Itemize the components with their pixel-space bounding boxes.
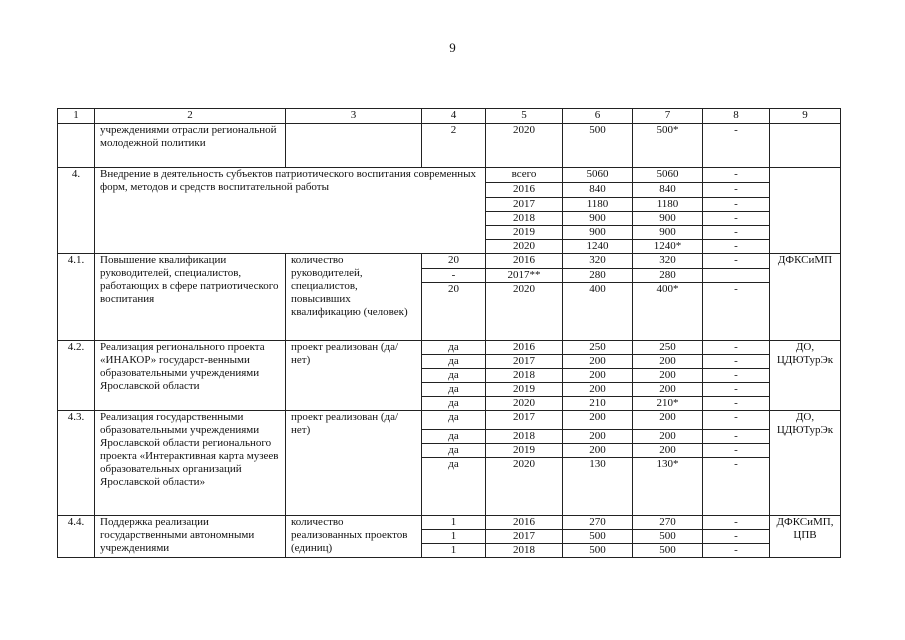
executor [770,168,841,254]
year: 2017** [486,269,563,283]
amount-budget: 200 [633,444,703,458]
column-number: 6 [563,109,633,124]
executor: ДФКСиМП, ЦПВ [770,516,841,558]
target-value: да [422,341,486,355]
target-value: да [422,383,486,397]
year: 2016 [486,341,563,355]
amount-total: 5060 [563,168,633,183]
target-value: 1 [422,544,486,558]
amount-budget: 270 [633,516,703,530]
target-value: да [422,397,486,411]
program-table [57,108,841,558]
amount-other: - [703,355,770,369]
amount-total: 500 [563,544,633,558]
target-value: 2 [422,124,486,168]
target-value: 20 [422,283,486,341]
item-name: Поддержка реализации государственными автономными учреждениями [95,516,286,558]
amount-other: - [703,240,770,254]
target-value: да [422,369,486,383]
year: 2019 [486,383,563,397]
amount-other: - [703,341,770,355]
target-value: да [422,458,486,516]
amount-total: 1180 [563,198,633,212]
column-number: 2 [95,109,286,124]
amount-total: 250 [563,341,633,355]
amount-other: - [703,183,770,198]
amount-other: - [703,516,770,530]
table-row [58,341,841,355]
amount-budget: 250 [633,341,703,355]
amount-other: - [703,226,770,240]
year: 2018 [486,212,563,226]
item-name: Реализация регионального проекта «ИНАКОР» государст-венными образовательными учреждениями Ярославской области [95,341,286,411]
amount-budget: 200 [633,430,703,444]
year: 2020 [486,124,563,168]
page-number: 9 [449,40,456,55]
item-number [58,124,95,168]
amount-total: 270 [563,516,633,530]
amount-budget: 500* [633,124,703,168]
amount-total: 200 [563,355,633,369]
table-row [58,254,841,269]
amount-other: - [703,544,770,558]
target-value: да [422,430,486,444]
item-name: Повышение квалификации руководителей, специалистов, работающих в сфере патриотического воспитания [95,254,286,341]
amount-total: 900 [563,212,633,226]
column-number: 5 [486,109,563,124]
target-value: 1 [422,516,486,530]
amount-other: - [703,397,770,411]
amount-other: - [703,254,770,269]
amount-other [703,269,770,283]
target-value: да [422,355,486,369]
indicator: проект реализован (да/нет) [286,411,422,516]
amount-total: 210 [563,397,633,411]
column-number: 4 [422,109,486,124]
amount-budget: 280 [633,269,703,283]
table-row [58,124,841,168]
table-row [58,411,841,430]
amount-budget: 840 [633,183,703,198]
item-number: 4.2. [58,341,95,411]
indicator: количество реализованных проектов (единиц) [286,516,422,558]
amount-budget: 400* [633,283,703,341]
item-number: 4.3. [58,411,95,516]
year: 2018 [486,369,563,383]
item-number: 4. [58,168,95,254]
amount-budget: 900 [633,226,703,240]
year: 2016 [486,183,563,198]
amount-other: - [703,383,770,397]
amount-other: - [703,430,770,444]
amount-budget: 200 [633,369,703,383]
table-row [58,516,841,530]
amount-budget: 1240* [633,240,703,254]
amount-total: 840 [563,183,633,198]
year: 2019 [486,226,563,240]
column-number: 3 [286,109,422,124]
amount-total: 280 [563,269,633,283]
amount-other: - [703,530,770,544]
amount-budget: 5060 [633,168,703,183]
amount-total: 500 [563,530,633,544]
amount-total: 200 [563,369,633,383]
column-number-row [58,109,841,124]
year: 2020 [486,240,563,254]
target-value: 1 [422,530,486,544]
indicator: количество руководителей, специалистов, повысивших квалификацию (человек) [286,254,422,341]
amount-budget: 500 [633,544,703,558]
amount-budget: 200 [633,411,703,430]
indicator: проект реализован (да/нет) [286,341,422,411]
year: 2018 [486,544,563,558]
year: 2020 [486,283,563,341]
indicator [286,124,422,168]
amount-total: 130 [563,458,633,516]
amount-other: - [703,124,770,168]
year: 2016 [486,254,563,269]
amount-other: - [703,369,770,383]
executor: ДО, ЦДЮТурЭк [770,341,841,411]
amount-budget: 900 [633,212,703,226]
year: 2018 [486,430,563,444]
amount-other: - [703,198,770,212]
target-value: - [422,269,486,283]
amount-budget: 500 [633,530,703,544]
executor [770,124,841,168]
target-value: да [422,444,486,458]
amount-total: 200 [563,383,633,397]
column-number: 8 [703,109,770,124]
year: 2017 [486,411,563,430]
year: 2020 [486,397,563,411]
year: всего [486,168,563,183]
amount-budget: 1180 [633,198,703,212]
amount-total: 320 [563,254,633,269]
amount-total: 200 [563,430,633,444]
amount-total: 200 [563,444,633,458]
amount-total: 1240 [563,240,633,254]
column-number: 9 [770,109,841,124]
amount-other: - [703,458,770,516]
year: 2020 [486,458,563,516]
year: 2019 [486,444,563,458]
amount-total: 200 [563,411,633,430]
amount-other: - [703,411,770,430]
item-name: учреждениями отрасли региональной молодежной политики [95,124,286,168]
executor: ДФКСиМП [770,254,841,341]
column-number: 7 [633,109,703,124]
amount-total: 500 [563,124,633,168]
amount-budget: 200 [633,383,703,397]
amount-total: 400 [563,283,633,341]
year: 2017 [486,198,563,212]
amount-budget: 320 [633,254,703,269]
year: 2016 [486,516,563,530]
item-number: 4.1. [58,254,95,341]
amount-other: - [703,283,770,341]
amount-other: - [703,168,770,183]
item-name: Реализация государственными образовательными учреждениями Ярославской области регионального проекта «Интерактивная карта музеев образовательных организаций Ярославской области» [95,411,286,516]
amount-other: - [703,212,770,226]
table-row [58,168,841,183]
amount-other: - [703,444,770,458]
amount-total: 900 [563,226,633,240]
target-value: 20 [422,254,486,269]
executor: ДО, ЦДЮТурЭк [770,411,841,516]
amount-budget: 130* [633,458,703,516]
target-value: да [422,411,486,430]
year: 2017 [486,530,563,544]
amount-budget: 210* [633,397,703,411]
item-title: Внедрение в деятельность субъектов патриотического воспитания современных форм, методов и средств воспитательной работы [95,168,486,254]
year: 2017 [486,355,563,369]
item-number: 4.4. [58,516,95,558]
amount-budget: 200 [633,355,703,369]
column-number: 1 [58,109,95,124]
